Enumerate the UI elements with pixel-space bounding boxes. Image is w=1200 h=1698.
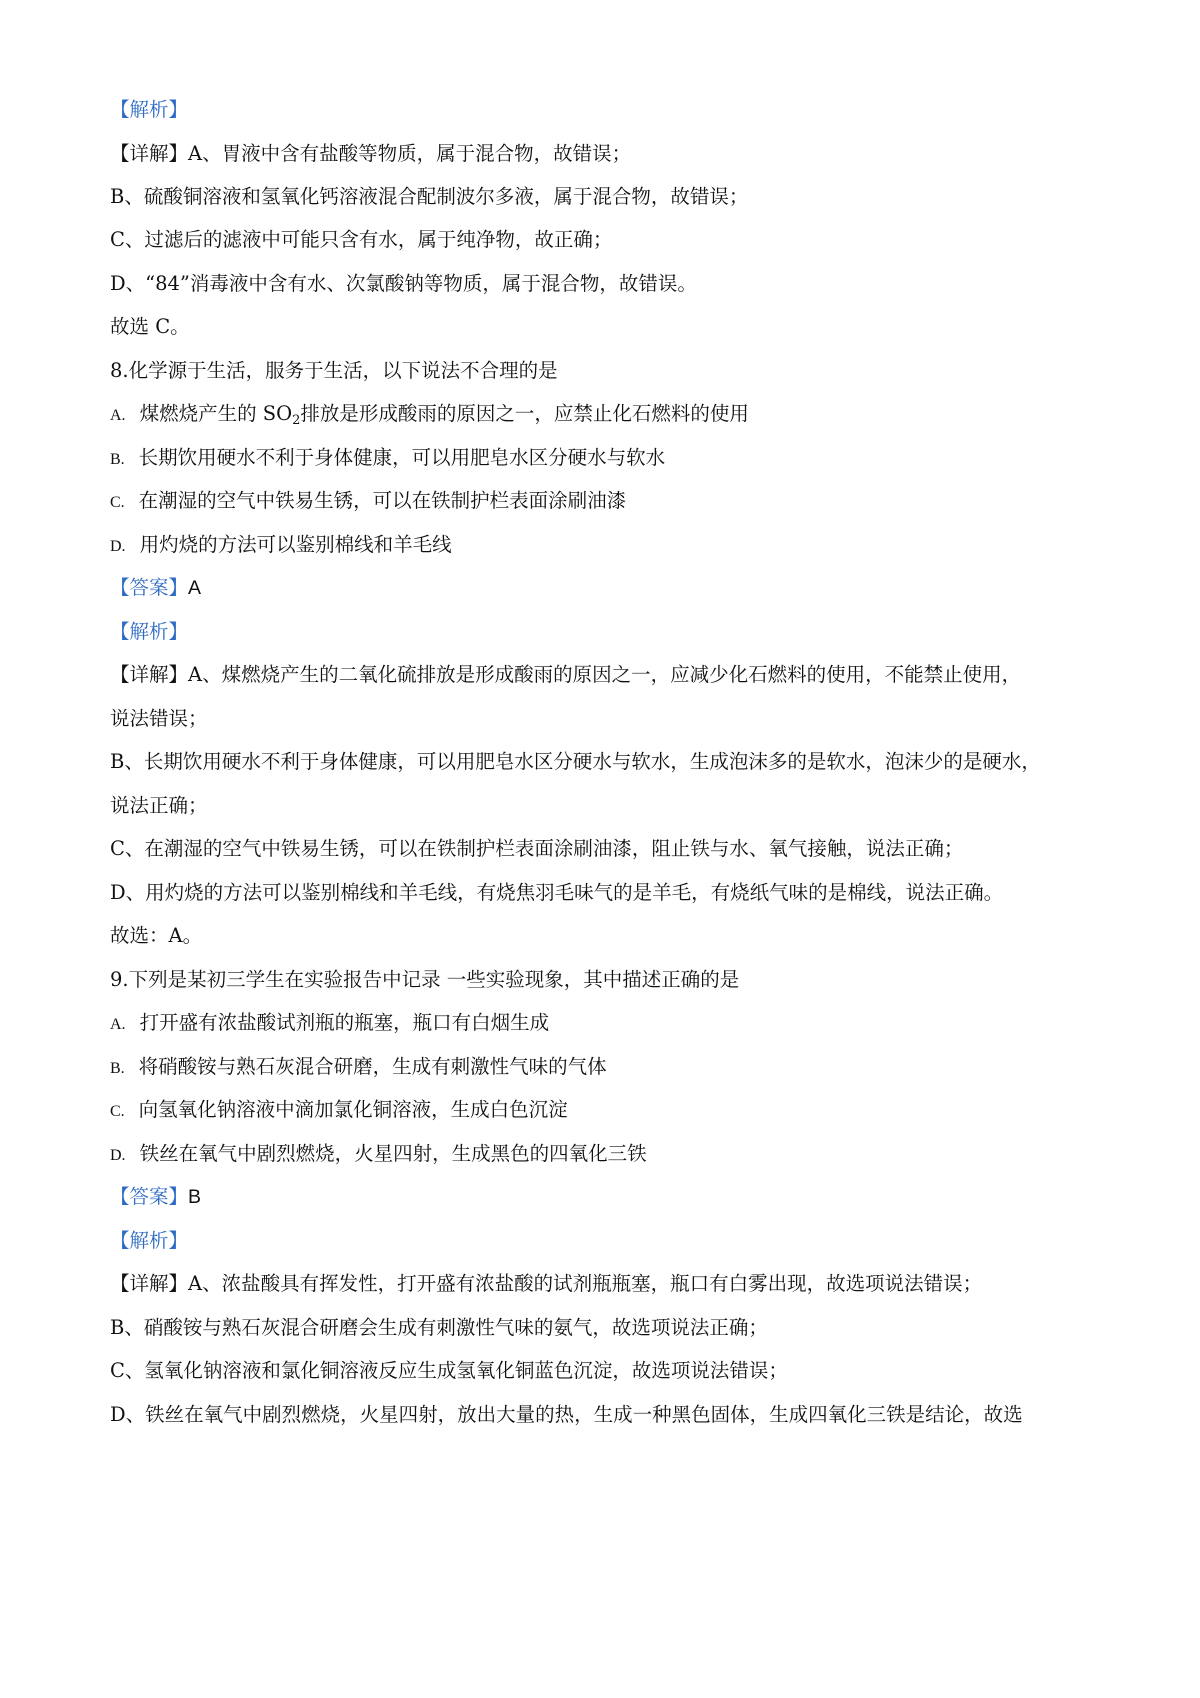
q9-analysis-label: 【解析】 (110, 1229, 189, 1252)
q7-detail-line-2: B、硫酸铜溶液和氢氧化钙溶液混合配制波尔多液，属于混合物，故错误； (110, 185, 749, 208)
q8-detail-line-1 (110, 661, 1021, 689)
q8-option-c (110, 487, 626, 517)
q8-detail-line-2b: 说法正确； (110, 794, 208, 817)
q9-option-b (110, 1053, 607, 1083)
q9-detail-line-2: B、硝酸铵与熟石灰混合研磨会生成有刺激性气味的氨气，故选项说法正确； (110, 1316, 768, 1339)
q8-option-a-subscript: 2 (292, 413, 301, 428)
q8-option-a-text-pre: 煤燃烧产生的 SO (139, 402, 293, 425)
q8-detail-text-1: A、煤燃烧产生的二氧化硫排放是形成酸雨的原因之一，应减少化石燃料的使用，不能禁止使用， (188, 663, 1022, 686)
q9-option-a-letter: A. (110, 1016, 126, 1033)
q9-answer-value: B (188, 1186, 202, 1208)
q9-option-c-letter: C. (110, 1103, 125, 1120)
q8-option-d (110, 531, 452, 561)
q8-conclusion: 故选：A。 (110, 924, 203, 947)
q9-option-a-text: 打开盛有浓盐酸试剂瓶的瓶塞，瓶口有白烟生成 (139, 1011, 550, 1034)
q7-detail-text-1: A、胃液中含有盐酸等物质，属于混合物，故错误； (188, 142, 632, 165)
q7-detail-label: 【详解】 (110, 142, 189, 165)
q9-detail-label: 【详解】 (110, 1272, 189, 1295)
q8-option-b-letter: B. (110, 451, 125, 468)
q8-option-c-text: 在潮湿的空气中铁易生锈，可以在铁制护栏表面涂刷油漆 (138, 489, 627, 512)
q8-option-b-text: 长期饮用硬水不利于身体健康，可以用肥皂水区分硬水与软水 (138, 446, 666, 469)
q7-analysis-label: 【解析】 (110, 98, 189, 121)
q9-option-b-letter: B. (110, 1060, 125, 1077)
q8-option-a-letter: A. (110, 407, 126, 424)
q9-option-d-text: 铁丝在氧气中剧烈燃烧，火星四射，生成黑色的四氧化三铁 (139, 1142, 647, 1165)
q7-conclusion: 故选 C。 (110, 315, 190, 338)
q8-detail-line-2: B、长期饮用硬水不利于身体健康，可以用肥皂水区分硬水与软水，生成泡沫多的是软水，泡沫少的是硬水， (110, 750, 1041, 773)
q8-option-c-letter: C. (110, 494, 125, 511)
q8-stem: 8.化学源于生活，服务于生活，以下说法不合理的是 (110, 359, 558, 382)
q8-answer-label: 【答案】 (110, 576, 189, 599)
q8-answer-value: A (188, 577, 202, 599)
q9-option-b-text: 将硝酸铵与熟石灰混合研磨，生成有刺激性气味的气体 (138, 1055, 607, 1078)
q9-option-d-letter: D. (110, 1147, 126, 1164)
q8-option-b (110, 444, 665, 474)
q7-detail-line-1 (110, 140, 631, 168)
q9-detail-line-3: C、氢氧化钠溶液和氯化铜溶液反应生成氢氧化铜蓝色沉淀，故选项说法错误； (110, 1359, 788, 1382)
q8-option-a-text-post: 排放是形成酸雨的原因之一，应禁止化石燃料的使用 (300, 402, 749, 425)
q8-detail-line-1b: 说法错误； (110, 707, 208, 730)
q9-option-a (110, 1009, 549, 1039)
q9-detail-text-1: A、浓盐酸具有挥发性，打开盛有浓盐酸的试剂瓶瓶塞，瓶口有白雾出现，故选项说法错误； (188, 1272, 983, 1295)
q9-option-d (110, 1140, 647, 1170)
q7-detail-line-3: C、过滤后的滤液中可能只含有水，属于纯净物，故正确； (110, 228, 613, 251)
q8-detail-label: 【详解】 (110, 663, 189, 686)
q9-answer (110, 1183, 201, 1211)
q8-answer (110, 574, 201, 602)
q8-detail-line-4: D、用灼烧的方法可以鉴别棉线和羊毛线，有烧焦羽毛味气的是羊毛，有烧纸气味的是棉线，说法正确。 (110, 881, 1004, 904)
q9-stem: 9.下列是某初三学生在实验报告中记录 一些实验现象，其中描述正确的是 (110, 968, 740, 991)
q9-detail-line-4: D、铁丝在氧气中剧烈燃烧，火星四射，放出大量的热，生成一种黑色固体，生成四氧化三铁是结论，故选 (110, 1403, 1023, 1426)
q8-option-d-letter: D. (110, 538, 126, 555)
q7-detail-line-4: D、“84”消毒液中含有水、次氯酸钠等物质，属于混合物，故错误。 (110, 272, 697, 295)
q8-option-a (110, 400, 749, 435)
q9-answer-label: 【答案】 (110, 1185, 189, 1208)
q9-option-c-text: 向氢氧化钠溶液中滴加氯化铜溶液，生成白色沉淀 (138, 1098, 568, 1121)
q8-option-d-text: 用灼烧的方法可以鉴别棉线和羊毛线 (139, 533, 452, 556)
q9-detail-line-1 (110, 1270, 982, 1298)
q8-detail-line-3: C、在潮湿的空气中铁易生锈，可以在铁制护栏表面涂刷油漆，阻止铁与水、氧气接触，说法正确； (110, 837, 964, 860)
q8-analysis-label: 【解析】 (110, 620, 189, 643)
q9-option-c (110, 1096, 568, 1126)
